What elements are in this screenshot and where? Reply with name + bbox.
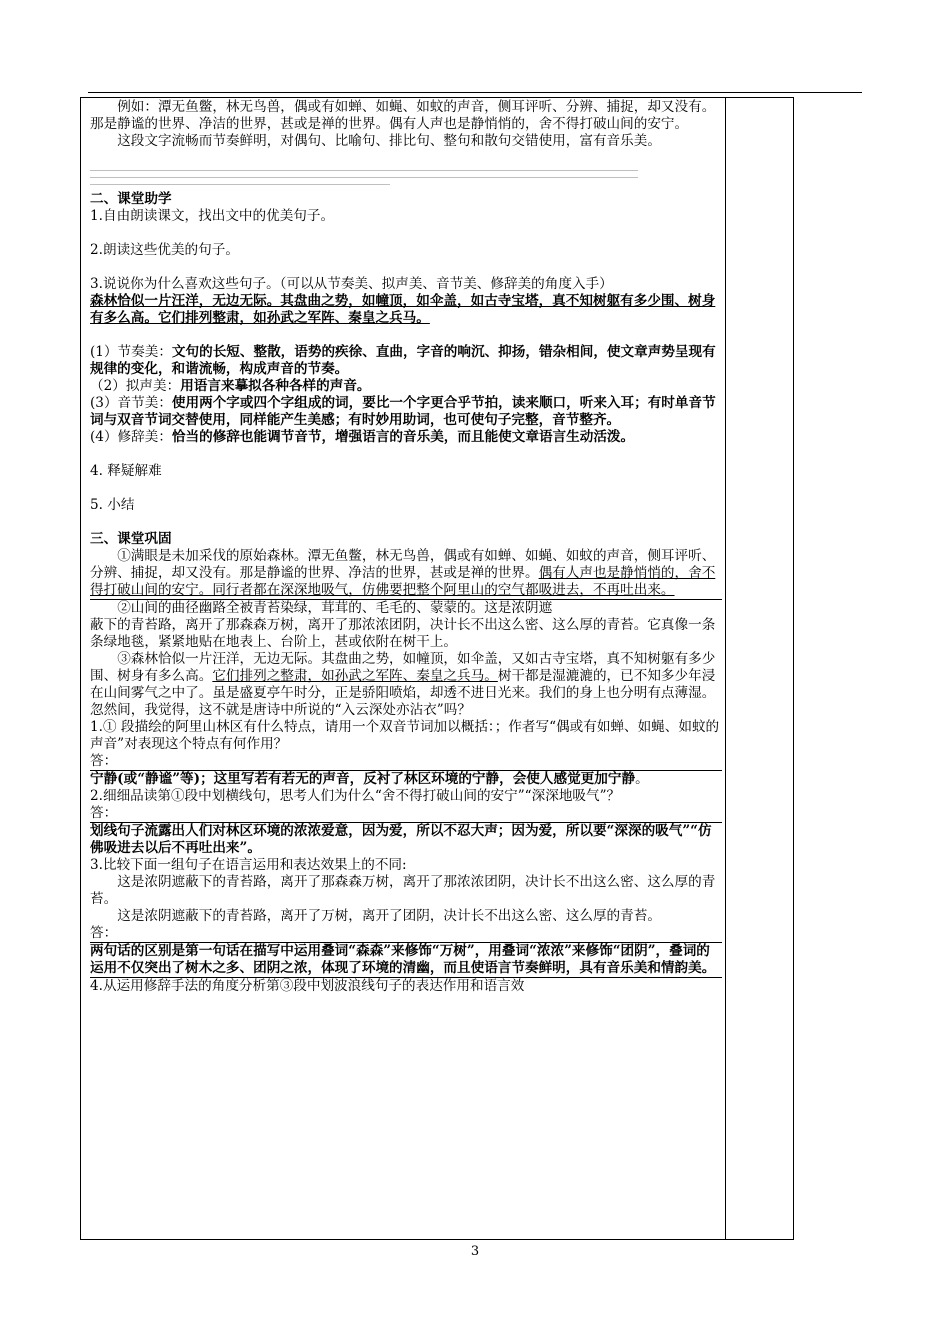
underlined-sentence: 偶有人声也是静悄悄的，舍不得打破山间的安宁。同行者都在深深地吸气，仿佛要把整个阿里山的空气都吸进去，不再吐出来。 (90, 565, 716, 598)
method-onomatopoeia (90, 378, 722, 395)
method-label: （2）拟声美： (90, 378, 181, 394)
exercise-1-answer: 宁静(或“静谧”等)；这里写若有若无的声音，反衬了林区环境的宁静，会使人感觉更加宁静。 (90, 770, 722, 788)
method-text: 文句的长短、整散，语势的疾徐、直曲，字音的响沉、抑扬，错杂相间，使文章声势呈现有规律的变化，和谐流畅，构成声音的节奏。 (90, 344, 716, 377)
method-text: 使用两个字或四个字组成的词，要比一个字更合乎节拍，读来顺口，听来入耳；有时单音节词与双音节词交替使用，同样能产生美感；有时妙用助词，也可使句子完整，音节整齐。 (90, 395, 716, 428)
reading-text: ①满眼是未加采伐的原始森林。潭无鱼鳖，林无鸟兽，偶或有如蝉、如蝇、如蚊的声音，侧耳评听、分辨、捕捉，却又没有。那是静谧的世界、净洁的世界，甚或是禅的世界。 (90, 548, 716, 581)
exercise-2-answer: 划线句子流露出人们对林区环境的浓浓爱意，因为爱，所以不忍大声；因为爱，所以要“深深的吸气”“仿佛吸进去以后不再吐出来”。 (90, 822, 722, 857)
answer-label: 答： (90, 753, 118, 769)
answer-label: 答： (90, 925, 118, 941)
exercise-4: 4.从运用修辞手法的角度分析第③段中划波浪线句子的表达作用和语言效 (90, 977, 722, 995)
method-label: (3）音节美： (90, 395, 172, 411)
table-column-divider (725, 98, 726, 1239)
header-rule (88, 92, 862, 93)
blank-line (90, 184, 390, 185)
example-paragraph: 例如：潭无鱼鳖，林无鸟兽，偶或有如蝉、如蝇、如蚊的声音，侧耳评听、分辨、捕捉，却又没有。那是静谧的世界、净洁的世界，甚或是禅的世界。偶有人声也是静悄悄的，舍不得打破山间的安宁。 (90, 99, 716, 132)
question-2: 2.朗读这些优美的句子。 (90, 242, 239, 258)
method-rhetoric (90, 429, 722, 446)
question-3: 3.说说你为什么喜欢这些句子。（可以从节奏美、拟声美、音节美、修辞美的角度入手） (90, 276, 613, 292)
analysis-paragraph: 这段文字流畅而节奏鲜明，对偶句、比喻句、排比句、整句和散句交错使用，富有音乐美。 (117, 133, 661, 149)
answer-label: 答： (90, 805, 118, 821)
method-syllable (90, 395, 722, 429)
exercise-3-sentence-2: 这是浓阴遮蔽下的青苔路，离开了万树，离开了团阴，决计长不出这么密、这么厚的青苔。 (117, 908, 661, 924)
question-3-answer: 森林恰似一片汪洋，无边无际。其盘曲之势，如幢顶，如伞盖，如古寺宝塔，真不知树躯有多少围、树身有多么高。它们排列整肃，如孙武之军阵、秦皇之兵马。 (90, 293, 716, 326)
exercise-3-answer: 两句话的区别是第一句话在描写中运用叠词“森森”来修饰“万树”，用叠词“浓浓”来修饰“团阴”，叠词的运用不仅突出了树木之多、团阴之浓，体现了环境的清幽，而且使语言节奏鲜明，具有音乐美和情韵美。 (90, 942, 722, 977)
reading-text: 树干都是湿漉漉的，已不知多少年浸在山间雾气之中了。虽是盛夏亭午时分，正是骄阳喷焰，却透不进日光来。我们的身上也分明有点薄湿。忽然间，我觉得，这不就是唐诗中所说的“入云深处亦沾衣”吗？ (90, 668, 716, 718)
question-4: 4. 释疑解难 (90, 463, 162, 479)
blank-line (90, 177, 638, 178)
question-5: 5. 小结 (90, 497, 135, 513)
blank-line (90, 170, 638, 171)
page-number: 3 (470, 1244, 480, 1259)
method-text: 用语言来摹拟各种各样的声音。 (180, 378, 371, 394)
reading-paragraph-1 (90, 548, 722, 599)
reading-paragraph-3 (90, 651, 722, 719)
exercise-1: 1.① 段描绘的阿里山林区有什么特点，请用一个双音节词加以概括：；作者写“偶或有如蝉、如蝇、如蚊的声音”对表现这个特点有何作用？ (90, 719, 720, 752)
lesson-content (90, 99, 722, 995)
method-label: (1）节奏美： (90, 344, 172, 360)
method-text: 恰当的修辞也能调节音节，增强语言的音乐美，而且能使文章语言生动活泼。 (171, 429, 635, 445)
section-title-classroom-help: 二、课堂助学 (90, 191, 172, 207)
exercise-3: 3.比较下面一组句子在语言运用和表达效果上的不同: (90, 857, 407, 873)
method-label: (4）修辞美： (90, 429, 172, 445)
reading-text: ③森林恰似一片汪洋，无边无际。其盘曲之势，如幢顶，如伞盖，又如古寺宝塔，真不知树躯有多少围、树身有多么高。 (90, 651, 716, 684)
reading-paragraph-2-start: ②山间的曲径幽路全被青苔染绿，茸茸的、毛毛的、蒙蒙的。这是浓阴遮 (90, 599, 722, 617)
exercise-2: 2.细细品读第①段中划横线句，思考人们为什么“舍不得打破山间的安宁”“深深地吸气”？ (90, 788, 621, 804)
reading-paragraph-2-rest: 蔽下的青苔路，离开了那森森万树，离开了那浓浓团阴，决计长不出这么密、这么厚的青苔。它真像一条条绿地毯，紧紧地贴在地表上、台阶上，甚或依附在树干上。 (90, 617, 716, 650)
lesson-table (80, 97, 794, 1240)
question-1: 1.自由朗读课文，找出文中的优美句子。 (90, 208, 335, 224)
method-rhythm (90, 344, 722, 378)
exercise-3-sentence-1: 这是浓阴遮蔽下的青苔路，离开了那森森万树，离开了那浓浓团阴，决计长不出这么密、这么厚的青苔。 (90, 874, 716, 907)
wavy-underlined-sentence: 它们排列之整肃，如孙武之军阵、秦皇之兵马。 (212, 668, 498, 684)
section-title-consolidation: 三、课堂巩固 (90, 531, 172, 547)
